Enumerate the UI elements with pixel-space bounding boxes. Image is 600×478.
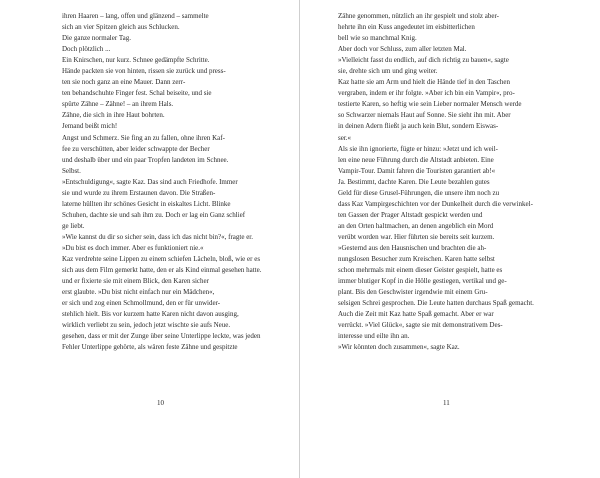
text-line: Zähne, die sich in ihre Haut bohrten. [62,111,165,120]
text-line: hehrte ihn ein Kuss angedeutet im eisbitterlichen [338,23,475,32]
text-line: erst glaubte. »Du bist nicht einfach nur ein Mädchen«, [62,288,215,297]
text-line: Zähne genommen, nützlich an ihr gespielt und stolz aber- [338,12,500,20]
text-line: Jemand beißt mich! [62,122,118,131]
text-line: ten behandschuhte Finger fest. Schal beiseite, und sie [62,89,212,98]
text-line: vergraben, indem er ihr folgte. »Aber ich bin ein Vampir«, pro- [338,89,515,98]
text-line: dass Kaz Vampirgeschichten vor der Dunkelheit durch die verwinkel- [338,199,533,208]
text-line: Auch die Zeit mit Kaz hatte Spaß gemacht. Aber er war [338,310,494,319]
left-page-number: 10 [157,399,164,407]
text-line: immer blutiger Kopf in die Hölle gestiegen, vertikal und ge- [338,277,507,286]
text-line: er sich und zog einen Schmollmund, den er für unwider- [62,299,221,308]
text-line: verübt worden war. Hier führten sie bereits seit kurzem. [338,232,495,241]
text-line: Schuhen, dachte sie und sah ihm zu. Doch er lag ein Ganz schlief [62,210,246,219]
text-line: sie, drehte sich um und ging weiter. [338,67,438,76]
text-line: »Entschuldigung«, sagte Kaz. Das sind auch Friedhofe. Immer [62,177,238,186]
text-line: Aber doch vor Schluss, zum aller letzten Mal. [338,45,467,54]
text-line: »Vielleicht fasst du endlich, auf dich richtig zu bauen«, sagte [338,56,509,65]
text-line: len eine neue Führung durch die Altstadt anbieten. Eine [338,155,494,164]
text-line: Vampir-Tour. Damit fahren die Touristen garantiert ab!« [338,166,496,175]
text-line: plant. Bis den Geschwister irgendwie mit einem Gru- [338,288,488,297]
right-page-text [338,11,538,353]
text-line: Ein Knirschen, nur kurz. Schnee gedämpfte Schritte. [62,56,210,65]
text-line: an den Orten haltmachen, an denen angeblich ein Mord [338,221,494,230]
text-line: laterne hüllten ihr schönes Gesicht in eiskaltes Licht. Blinke [62,199,231,208]
text-line: Doch plötzlich ... [62,45,111,54]
text-line: ser.« [338,133,352,142]
text-line: Selbst. [62,166,81,175]
right-page [300,0,600,478]
text-line: interesse und eilte ihn an. [338,332,410,341]
text-line: in deinen Adern fließt ja auch kein Blut, sondern Eiswas- [338,122,499,131]
text-line: verrückt. »Viel Glück«, sagte sie mit demonstrativem Des- [338,321,503,330]
left-page-text [62,11,262,353]
text-line: schon mehrmals mit einem dieser Geister gespielt, hatte es [338,266,503,275]
text-line: Hände packten sie von hinten, rissen sie zurück und press- [62,67,226,76]
text-line: Ja. Bestimmt, dachte Karen. Die Leute bezahlen gutes [338,177,490,186]
text-line: gesehen, dass er mit der Zunge über seine Unterlippe leckte, was jeden [62,332,261,341]
text-line: Kaz hatte sie am Arm und hielt die Hände tief in den Taschen [338,78,510,87]
text-line: Fehler Unterlippe gehörte, als wären feste Zähne und gespitzte [62,343,238,352]
text-line: spürte Zähne – Zähne! – an ihrem Hals. [62,100,174,109]
text-line: sich an vier Spitzen gleich aus Schlucken. [62,23,180,32]
text-line: Kaz verdrehte seine Lippen zu einem schiefen Lächeln, bloß, wie er es [62,255,261,264]
text-line: stehlich hielt. Bis vor kurzem hatte Karen nicht davon ausging, [62,310,239,319]
text-line: wirklich verliebt zu sein, jedoch jetzt wischte sie aufs Neue. [62,321,231,330]
text-line: selsigen Schrei gesprochen. Die Leute hatten durchaus Spaß gemacht. [338,299,534,308]
right-page-number: 11 [443,399,450,407]
text-line: so Schwarzer niemals Haut auf Sonne. Sie sieht ihn mit. Aber [338,111,511,120]
text-line: »Gesternd aus den Hausnischen und brachten die ah- [338,243,487,252]
text-line: nungslosen Besucher zum Kreischen. Karen hatte selbst [338,255,495,264]
text-line: ten Gassen der Prager Altstadt gespickt werden und [338,210,483,219]
text-line: Die ganze normaler Tag. [62,34,131,43]
text-line: »Wir könnten doch zusammen«, sagte Kaz. [338,343,460,352]
text-line: fee zu verschütten, aber leider schwappte der Becher [62,144,210,153]
text-line: und er fixierte sie mit einem Blick, den Karen sicher [62,277,209,286]
text-line: ihren Haaren – lang, offen und glänzend – sammelte [62,12,209,20]
text-line: »Wie kannst du dir so sicher sein, dass ich das nicht bin?«, fragte er. [62,232,254,241]
text-line: Als sie ihn ignorierte, fügte er hinzu: »Jetzt und ich weil- [338,144,498,153]
text-line: und deshalb über und ein paar Tropfen landeten im Schnee. [62,155,229,164]
text-line: Angst und Schmerz. Sie fing an zu fallen, ohne ihren Kaf- [62,133,225,142]
text-line: bell wie so manchmal Knig. [338,34,417,43]
text-line: testierte Karen, so heftig wie sein Lieber normaler Mensch werde [338,100,522,109]
text-line: sie und wurde zu ihrem Erstaunen davon. Die Straßen- [62,188,216,197]
text-line: Geld für diese Grusel-Führungen, die unsere ihm noch zu [338,188,500,197]
text-line: ten sie noch ganz an eine Mauer. Dann zerr- [62,78,186,87]
text-line: ge liebt. [62,221,85,230]
text-line: sich aus dem Film gemerkt hatte, den er als Kind einmal gesehen hatte. [62,266,262,275]
text-line: »Du bist es doch immer. Aber es funktioniert nie.« [62,243,204,252]
